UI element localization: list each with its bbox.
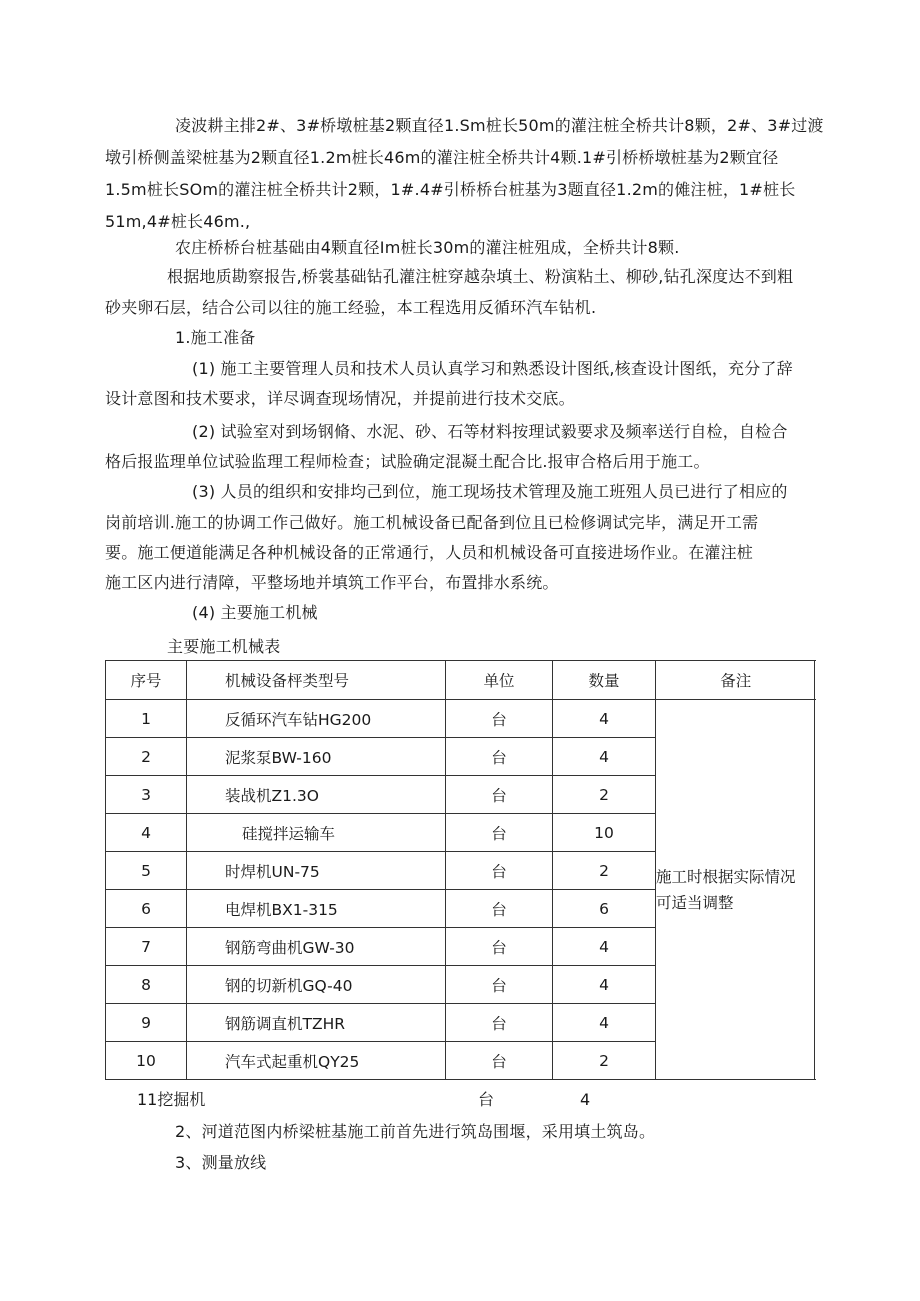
overflow-row-quantity: 4 xyxy=(580,1090,591,1109)
cell-unit: 台 xyxy=(446,890,553,928)
cell-quantity: 2 xyxy=(553,1042,656,1080)
machinery-table xyxy=(105,660,816,1080)
paragraph-1-line-2: 墩引桥侧盖梁桩基为2颗直径1.2m桩长46m的灌注桩全桥共计4颗.1#引桥桥墩桩基为2颗宜径 xyxy=(105,148,779,167)
section-1-heading: 1.施工准备 xyxy=(175,328,256,347)
cell-equipment: 电焊机BX1-315 xyxy=(187,890,446,928)
table-right-border xyxy=(814,660,815,1080)
cell-equipment: 反循环汽车钻HG200 xyxy=(187,700,446,738)
cell-quantity: 4 xyxy=(553,928,656,966)
item-2-line-2: 格后报监理单位试验监理工程师检查；试脸确定混凝土配合比.报审合格后用于施工。 xyxy=(105,452,710,471)
cell-index: 2 xyxy=(106,738,187,776)
cell-index: 3 xyxy=(106,776,187,814)
paragraph-1-line-3: 1.5m桩长SOm的灌注桩全桥共计2颗，1#.4#引桥桥台桩基为3题直径1.2m的傩注桩，1#桩长 xyxy=(105,180,796,199)
paragraph-1-line-4: 51m,4#桩长46m., xyxy=(105,212,251,231)
item-4-heading: (4) 主要施工机械 xyxy=(192,603,318,622)
overflow-row-equipment: 11挖掘机 xyxy=(137,1090,206,1109)
header-remark: 备注 xyxy=(656,661,816,700)
cell-quantity: 4 xyxy=(553,1004,656,1042)
cell-unit: 台 xyxy=(446,1042,553,1080)
cell-index: 6 xyxy=(106,890,187,928)
cell-quantity: 6 xyxy=(553,890,656,928)
section-3-heading: 3、测量放线 xyxy=(175,1153,267,1172)
cell-index: 8 xyxy=(106,966,187,1004)
item-3-line-4: 施工区内进行清障，平整场地并填筑工作平台，布置排水系统。 xyxy=(105,573,559,592)
cell-quantity: 2 xyxy=(553,852,656,890)
item-3-line-3: 要。施工便道能满足各种机械设备的正常通行，人员和机械设备可直接进场作业。在灌注桩 xyxy=(105,543,754,562)
cell-equipment: 泥浆泵BW-160 xyxy=(187,738,446,776)
header-equipment: 机械设备枰类型号 xyxy=(187,661,446,700)
cell-index: 7 xyxy=(106,928,187,966)
item-3-line-1: (3) 人员的组织和安排均己到位，施工现场技术管理及施工班殂人员已进行了相应的 xyxy=(192,482,788,501)
cell-equipment: 钢筋调直机TZHR xyxy=(187,1004,446,1042)
remark-line-1: 施工时根据实际情况 xyxy=(656,867,796,886)
cell-equipment: 时焊机UN-75 xyxy=(187,852,446,890)
paragraph-3-line-2: 砂夹卵石层，结合公司以往的施工经验，本工程选用反循环汽车钻机. xyxy=(105,298,597,317)
item-1-line-2: 设计意图和技术要求，详尽调查现场情况，并提前进行技术交底。 xyxy=(105,389,575,408)
item-1-line-1: (1) 施工主要管理人员和技术人员认真学习和熟悉设计图纸,核查设计图纸，充分了辞 xyxy=(192,359,793,378)
item-3-line-2: 岗前培训.施工的协调工作己做好。施工机械设备已配备到位且已检修调试完毕，满足开工需 xyxy=(105,513,759,532)
cell-unit: 台 xyxy=(446,700,553,738)
cell-remark xyxy=(656,700,816,1080)
cell-index: 9 xyxy=(106,1004,187,1042)
item-2-line-1: (2) 试验室对到场钢脩、水泥、砂、石等材料按理试毅要求及频率送行自检，自检合 xyxy=(192,422,788,441)
cell-index: 10 xyxy=(106,1042,187,1080)
cell-quantity: 2 xyxy=(553,776,656,814)
cell-unit: 台 xyxy=(446,814,553,852)
section-2-text: 2、河道范图内桥梁桩基施工前首先进行筑岛围堰，采用填土筑岛。 xyxy=(175,1122,656,1141)
cell-quantity: 4 xyxy=(553,738,656,776)
cell-index: 5 xyxy=(106,852,187,890)
cell-index: 4 xyxy=(106,814,187,852)
cell-quantity: 4 xyxy=(553,700,656,738)
cell-equipment: 钢筋弯曲机GW-30 xyxy=(187,928,446,966)
cell-unit: 台 xyxy=(446,852,553,890)
cell-equipment: 装战机Z1.3O xyxy=(187,776,446,814)
header-quantity: 数量 xyxy=(553,661,656,700)
paragraph-1-line-1: 凌波耕主排2#、3#桥墩桩基2颗直径1.Sm桩长50m的灌注桩全桥共计8颗，2#、3#过渡 xyxy=(175,116,824,135)
cell-unit: 台 xyxy=(446,966,553,1004)
cell-quantity: 10 xyxy=(553,814,656,852)
paragraph-2: 农庄桥桥台桩基础由4颗直径Im桩长30m的灌注桩殂成，全桥共计8颗. xyxy=(175,238,680,257)
cell-equipment: 钢的切新机GQ-40 xyxy=(187,966,446,1004)
table-caption: 主要施工机械表 xyxy=(167,637,281,656)
cell-index: 1 xyxy=(106,700,187,738)
cell-unit: 台 xyxy=(446,776,553,814)
header-unit: 单位 xyxy=(446,661,553,700)
cell-unit: 台 xyxy=(446,1004,553,1042)
cell-quantity: 4 xyxy=(553,966,656,1004)
paragraph-3-line-1: 根据地质勘察报告,桥裳基础钻孔灌注桩穿越杂填土、粉演粘土、柳砂,钻孔深度达不到粗 xyxy=(167,267,794,286)
cell-equipment: 汽车式起重机QY25 xyxy=(187,1042,446,1080)
cell-unit: 台 xyxy=(446,928,553,966)
cell-equipment: 硅搅拌运输车 xyxy=(187,814,446,852)
header-index: 序号 xyxy=(106,661,187,700)
cell-unit: 台 xyxy=(446,738,553,776)
remark-line-2: 可适当调整 xyxy=(656,893,734,912)
overflow-row-unit: 台 xyxy=(478,1090,495,1109)
table-row xyxy=(106,700,816,738)
table-header-row xyxy=(106,661,816,700)
